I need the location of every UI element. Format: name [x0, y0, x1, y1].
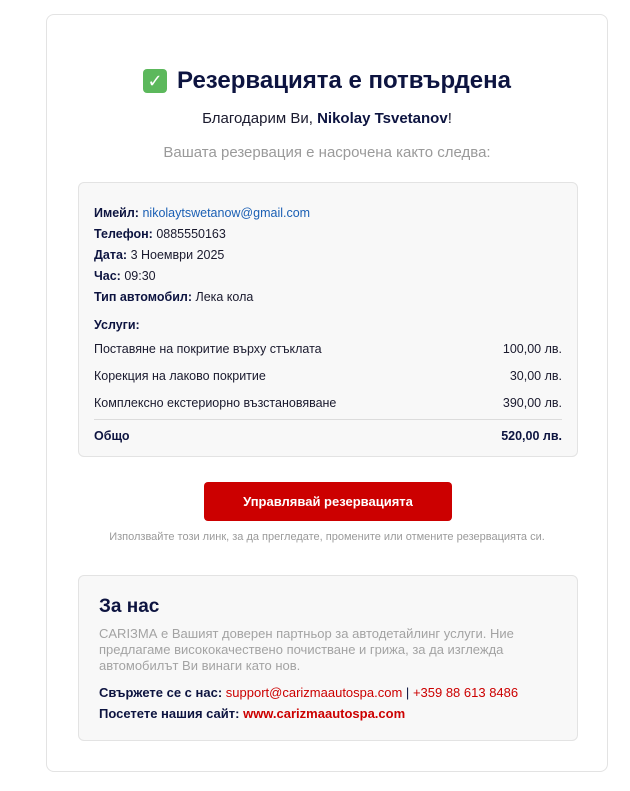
customer-name: Nikolay Tsvetanov — [317, 110, 448, 127]
site-label: Посетете нашия сайт: — [99, 706, 240, 721]
service-price: 390,00 лв. — [502, 396, 562, 410]
contact-phone-link[interactable]: +359 88 613 8486 — [412, 685, 519, 700]
total-value: 520,00 лв. — [501, 429, 562, 443]
date-label: Дата: — [94, 248, 128, 262]
phone-line — [94, 224, 562, 245]
check-mark-icon: ✓ — [143, 69, 167, 93]
total-row — [94, 419, 562, 451]
service-price: 100,00 лв. — [502, 342, 562, 356]
contact-label: Свържете се с нас: — [99, 685, 223, 700]
service-price: 30,00 лв. — [509, 369, 562, 383]
page-title: Резервацията е потвърдена — [177, 67, 511, 94]
confirmation-card — [46, 14, 608, 772]
about-section — [78, 575, 578, 741]
title-row — [47, 67, 607, 95]
total-label: Общо — [94, 429, 130, 443]
date-value: 3 Ноември 2025 — [130, 248, 225, 262]
website-link[interactable]: www.carizmaautospa.com — [243, 706, 406, 721]
services-heading: Услуги: — [94, 318, 140, 332]
service-name: Комплексно екстериорно възстановяване — [94, 396, 337, 410]
contact-line — [99, 682, 557, 703]
service-row — [94, 390, 562, 417]
time-value: 09:30 — [124, 269, 156, 283]
vehicle-line — [94, 287, 562, 308]
service-row — [94, 363, 562, 390]
thanks-suffix: ! — [447, 110, 452, 127]
service-row — [94, 336, 562, 363]
service-name: Корекция на лаково покритие — [94, 369, 266, 383]
service-name: Поставяне на покритие върху стъклата — [94, 342, 322, 356]
phone-label: Телефон: — [94, 227, 153, 241]
about-title: За нас — [99, 596, 160, 617]
thanks-prefix: Благодарим Ви, — [202, 110, 318, 127]
subtitle: Вашата резервация е насрочена както следва: — [163, 144, 491, 161]
about-text: CARIЗМА е Вашият доверен партньор за автодетайлинг услуги. Ние предлагаме висококачествено почистване и грижа, за да изглежда автомобилът Ви винаги като нов. — [99, 626, 514, 673]
vehicle-label: Тип автомобил: — [94, 290, 192, 304]
time-label: Час: — [94, 269, 121, 283]
date-line — [94, 245, 562, 266]
time-line — [94, 266, 562, 287]
email-label: Имейл: — [94, 206, 139, 220]
manage-booking-button[interactable]: Управлявай резервацията — [204, 482, 452, 521]
manage-hint: Използвайте този линк, за да прегледате, промените или отмените резервацията си. — [109, 531, 545, 543]
phone-value: 0885550163 — [156, 227, 226, 241]
vehicle-value: Лека кола — [195, 290, 254, 304]
booking-details — [78, 182, 578, 457]
thanks-message — [47, 110, 607, 127]
email-link[interactable]: nikolaytswetanow@gmail.com — [142, 206, 311, 220]
contact-email-link[interactable]: support@carizmaautospa.com — [225, 685, 403, 700]
site-line — [99, 703, 557, 724]
contact-separator: | — [405, 685, 410, 700]
email-line — [94, 203, 562, 224]
